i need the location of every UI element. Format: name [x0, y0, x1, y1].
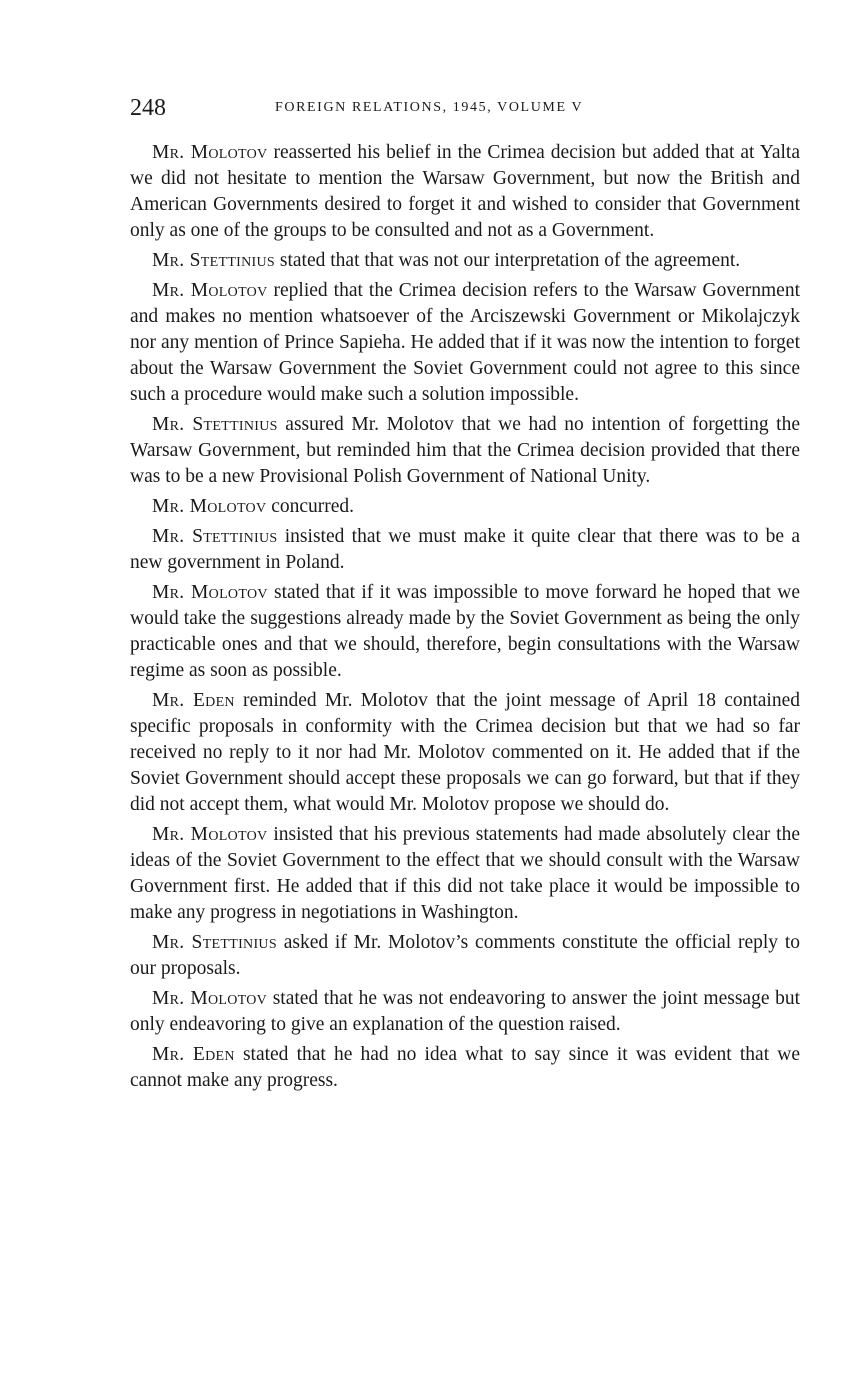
paragraph-text: assured Mr. Molotov that we had no intention of forgetting the Warsaw Government, but reminded him that the Crimea decision provided that there was to be a new Provisional Polish Government of National Unity. [130, 414, 800, 487]
paragraph-text: stated that if it was impossible to move forward he hoped that we would take the suggestions already made by the Soviet Government as being the only practicable ones and that we should, therefore, begin consultations with the Warsaw regime as soon as possible. [130, 582, 800, 681]
speaker-name: Mr. Stettinius [152, 932, 277, 953]
paragraph [130, 248, 800, 274]
page-number: 248 [130, 95, 166, 121]
paragraph-text: stated that that was not our interpretation of the agreement. [275, 250, 741, 271]
speaker-name: Mr. Molotov [152, 142, 268, 163]
paragraph [130, 524, 800, 576]
speaker-name: Mr. Molotov [152, 280, 268, 301]
paragraph [130, 688, 800, 818]
speaker-name: Mr. Molotov [152, 988, 268, 1009]
paragraph [130, 412, 800, 490]
paragraph-text: replied that the Crimea decision refers to the Warsaw Government and makes no mention whatsoever of the Arciszewski Government or Mikolajczyk nor any mention of Prince Sapieha. He added that if it was now the intention to forget about the Warsaw Government the Soviet Government could not agree to this since such a procedure would make such a solution impossible. [130, 280, 801, 405]
speaker-name: Mr. Eden [152, 690, 235, 711]
paragraph [130, 278, 800, 408]
paragraph [130, 1042, 800, 1094]
paragraph [130, 986, 800, 1038]
paragraph-text: stated that he was not endeavoring to answer the joint message but only endeavoring to give an explanation of the question raised. [130, 988, 801, 1035]
paragraph-text: asked if Mr. Molotov’s comments constitute the official reply to our proposals. [130, 932, 800, 979]
speaker-name: Mr. Stettinius [152, 414, 278, 435]
paragraph-text: insisted that his previous statements had made absolutely clear the ideas of the Soviet Government to the effect that we should consult with the Warsaw Government first. He added that if this did not take place it would be impossible to make any progress in negotiations in Washington. [130, 824, 800, 923]
paragraph [130, 140, 800, 244]
speaker-name: Mr. Stettinius [152, 250, 276, 271]
running-head [130, 92, 800, 124]
paragraph-text: reminded Mr. Molotov that the joint message of April 18 contained specific proposals in conformity with the Crimea decision but that we had so far received no reply to it nor had Mr. Molotov commented on it. He added that if the Soviet Government should accept these proposals we can go forward, but that if they did not accept them, what would Mr. Molotov propose we should do. [130, 690, 801, 815]
paragraph [130, 930, 800, 982]
speaker-name: Mr. Stettinius [152, 526, 278, 547]
paragraph-text: stated that he had no idea what to say since it was evident that we cannot make any progress. [130, 1044, 800, 1091]
paragraph [130, 494, 800, 520]
running-title: FOREIGN RELATIONS, 1945, VOLUME V [275, 100, 584, 115]
speaker-name: Mr. Molotov [152, 824, 268, 845]
paragraph [130, 822, 800, 926]
speaker-name: Mr. Eden [152, 1044, 235, 1065]
speaker-name: Mr. Molotov [152, 582, 268, 603]
paragraph-text: reasserted his belief in the Crimea decision but added that at Yalta we did not hesitate to mention the Warsaw Government, but now the British and American Governments desired to forget it and wished to consider that Government only as one of the groups to be consulted and not as a Government. [130, 142, 801, 241]
speaker-name: Mr. Molotov [152, 496, 267, 517]
body-text [130, 140, 800, 1098]
paragraph-text: insisted that we must make it quite clear that there was to be a new government in Poland. [130, 526, 800, 573]
paragraph [130, 580, 800, 684]
paragraph-text: concurred. [266, 496, 355, 517]
